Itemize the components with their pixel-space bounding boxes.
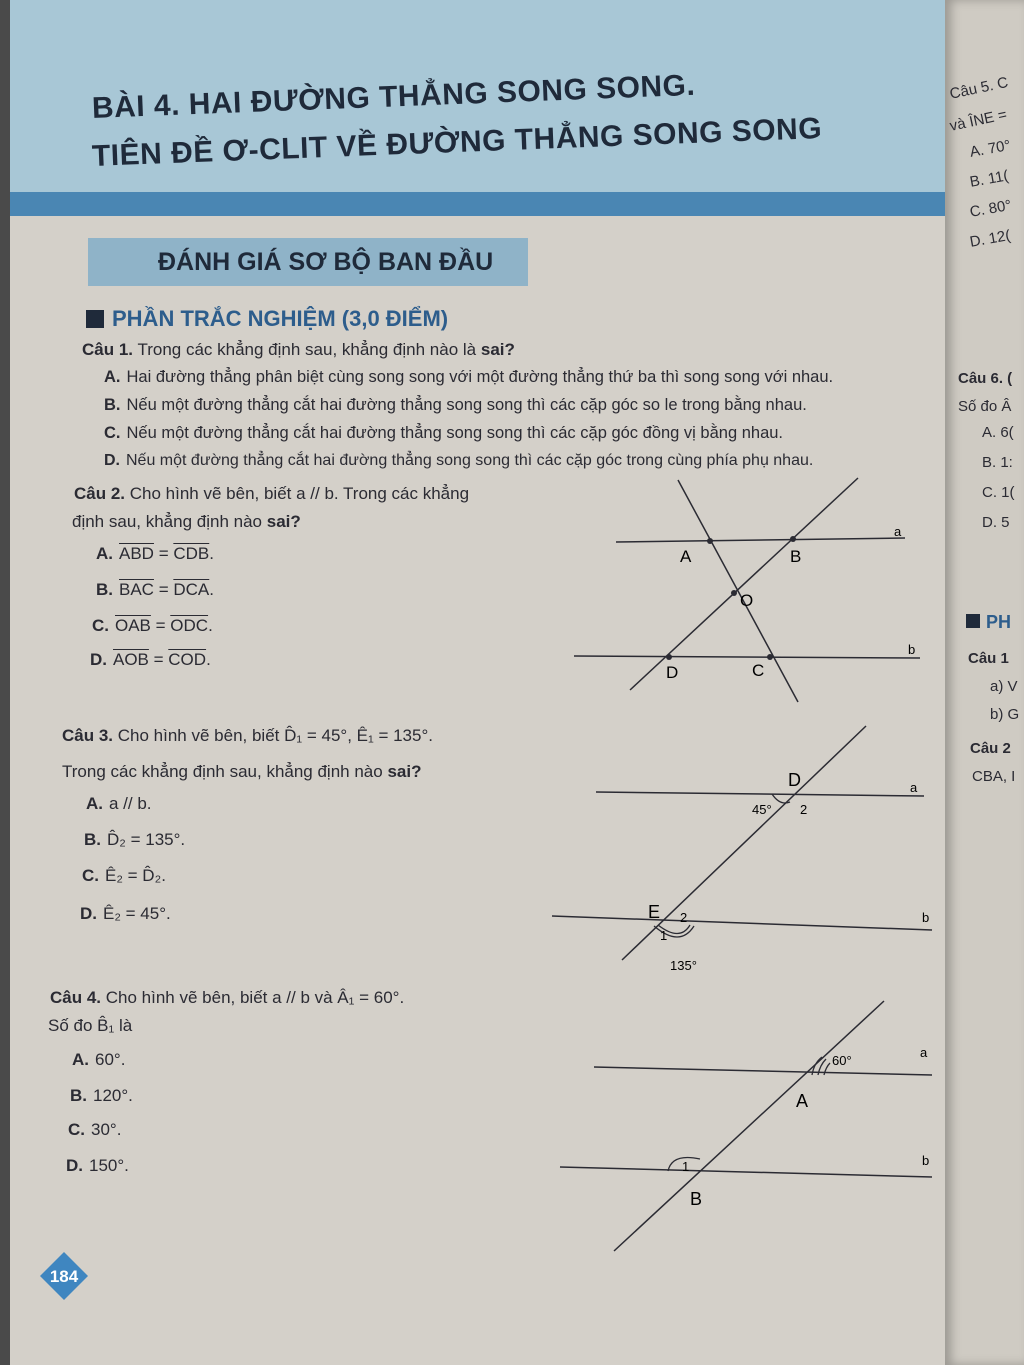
q4-figure bbox=[550, 995, 940, 1255]
page-number-badge bbox=[38, 1250, 90, 1302]
q3-label: Câu 3. bbox=[62, 726, 114, 745]
q2-point-a bbox=[707, 538, 713, 544]
part-heading bbox=[86, 306, 448, 332]
right-q5-text: và ÎNE = bbox=[948, 106, 1009, 135]
q2-stem-line1 bbox=[74, 484, 469, 504]
q4-label-b1: 1 bbox=[682, 1159, 690, 1174]
q3-label-d-angle: 45° bbox=[752, 802, 772, 817]
q4-option-d bbox=[66, 1156, 129, 1176]
q2-option-c-left: $\overline{OAB}$ bbox=[115, 616, 151, 635]
q2-point-b bbox=[790, 536, 796, 542]
q1-option-d-label: D. bbox=[104, 452, 120, 469]
q4-label: Câu 4. bbox=[50, 988, 102, 1007]
q3-option-a bbox=[86, 794, 152, 814]
right-part-heading bbox=[966, 612, 1011, 633]
q4-label-line-a: a bbox=[920, 1045, 928, 1060]
right-q6-option-a: A. 6( bbox=[982, 424, 1014, 441]
q1-option-c-text: Nếu một đường thẳng cắt hai đường thẳng song song thì các cặp góc đồng vị bằng nhau. bbox=[126, 424, 784, 442]
right-q5-option-a: A. 70° bbox=[968, 137, 1012, 161]
q2-option-d-right: $\overline{COD}$ bbox=[168, 650, 207, 669]
right-q5-option-b: B. 11( bbox=[968, 167, 1010, 191]
q3-emph: sai? bbox=[387, 762, 422, 781]
q2-line-a bbox=[616, 538, 905, 542]
q2-option-a-label: A. bbox=[96, 544, 113, 563]
q3-label-d: D bbox=[788, 770, 801, 790]
q2-option-d-label: D. bbox=[90, 650, 107, 669]
q4-option-d-text: 150°. bbox=[89, 1156, 129, 1175]
q2-option-a: A. $\overline{ABD} = \overline{CDB}$. bbox=[96, 544, 214, 563]
q2-label-c: C bbox=[752, 661, 765, 680]
q4-option-d-label: D. bbox=[66, 1156, 83, 1175]
q4-option-a bbox=[72, 1050, 125, 1070]
right-part-heading-text: PH bbox=[986, 612, 1012, 632]
q2-transversal-ac bbox=[678, 480, 798, 702]
q3-option-d bbox=[80, 904, 171, 924]
q4-text-line1: Cho hình vẽ bên, biết a // b và Â₁ = 60°. bbox=[105, 988, 405, 1007]
q1-option-a-text: Hai đường thẳng phân biệt cùng song song với một đường thẳng thứ ba thì song song với nhau. bbox=[126, 368, 834, 386]
right-c1-label: Câu 1 bbox=[968, 650, 1009, 667]
q4-label-line-b: b bbox=[922, 1153, 930, 1168]
q1-emph: sai? bbox=[480, 340, 515, 359]
right-q6-label: Câu 6. ( bbox=[958, 370, 1013, 387]
q4-option-c-label: C. bbox=[68, 1120, 85, 1139]
q4-label-b: B bbox=[690, 1189, 703, 1209]
q2-option-b-label: B. bbox=[96, 580, 113, 599]
part-heading-text: PHẦN TRẮC NGHIỆM (3,0 ĐIỂM) bbox=[112, 306, 449, 331]
q2-point-d bbox=[666, 654, 672, 660]
right-c1-item-a: a) V bbox=[990, 678, 1018, 695]
q3-line-b bbox=[552, 916, 932, 930]
q4-option-b bbox=[70, 1086, 133, 1106]
lesson-title-line1: BÀI 4. HAI ĐƯỜNG THẲNG SONG SONG. bbox=[91, 68, 696, 125]
q2-label-d: D bbox=[666, 663, 679, 682]
q3-text-line2: Trong các khẳng định sau, khẳng định nào bbox=[62, 762, 383, 781]
q1-option-b bbox=[104, 396, 807, 415]
q3-figure bbox=[540, 720, 940, 980]
q1-option-d bbox=[104, 452, 813, 470]
q1-stem bbox=[82, 340, 515, 360]
q2-option-b: B. $\overline{BAC} = \overline{DCA}$. bbox=[96, 580, 214, 599]
right-q5-option-c: C. 80° bbox=[968, 196, 1013, 221]
right-q6-option-c: C. 1( bbox=[982, 484, 1015, 501]
q3-label-e: E bbox=[648, 902, 661, 922]
q3-label-line-b: b bbox=[922, 910, 930, 925]
q1-option-c bbox=[104, 424, 783, 443]
page-number: 184 bbox=[49, 1267, 79, 1286]
q2-option-a-end: . bbox=[209, 544, 214, 563]
right-q6-text: Số đo Â bbox=[958, 398, 1012, 415]
q2-option-b-left: $\overline{BAC}$ bbox=[119, 580, 154, 599]
right-q5-label: Câu 5. C bbox=[948, 73, 1010, 103]
q3-text-line1: Cho hình vẽ bên, biết D̂₁ = 45°, Ê₁ = 135°. bbox=[117, 726, 433, 745]
q2-option-b-end: . bbox=[209, 580, 214, 599]
q2-label-a: A bbox=[680, 547, 692, 566]
q1-text: Trong các khẳng định sau, khẳng định nào là bbox=[137, 340, 477, 359]
q3-option-d-label: D. bbox=[80, 904, 97, 923]
right-c2-label: Câu 2 bbox=[970, 740, 1011, 757]
q2-stem-line2 bbox=[72, 512, 301, 532]
q2-label-line-a: a bbox=[894, 524, 902, 539]
q2-label-line-b: b bbox=[908, 642, 916, 657]
q4-line-b bbox=[560, 1167, 932, 1177]
q3-stem-line2 bbox=[62, 762, 421, 782]
q3-label-e-angle: 135° bbox=[670, 958, 697, 973]
q2-option-d: D. $\overline{AOB} = \overline{COD}$. bbox=[90, 650, 211, 669]
q2-option-b-right: $\overline{DCA}$ bbox=[173, 580, 210, 599]
q2-transversal-bd bbox=[630, 478, 858, 690]
section-banner-text: ĐÁNH GIÁ SƠ BỘ BAN ĐẦU bbox=[158, 248, 494, 276]
q1-option-b-label: B. bbox=[104, 396, 121, 414]
q4-option-a-label: A. bbox=[72, 1050, 89, 1069]
right-q6-option-d: D. 5 bbox=[982, 514, 1010, 531]
q2-option-a-right: $\overline{CDB}$ bbox=[173, 544, 210, 563]
q2-option-c-right: $\overline{ODC}$ bbox=[170, 616, 209, 635]
q4-option-c-text: 30°. bbox=[91, 1120, 122, 1139]
q2-option-d-left: $\overline{AOB}$ bbox=[113, 650, 149, 669]
q4-stem-line2 bbox=[48, 1016, 132, 1036]
q2-point-o bbox=[731, 590, 737, 596]
q4-transversal bbox=[614, 1001, 884, 1251]
q1-option-d-text: Nếu một đường thẳng cắt hai đường thẳng song song thì các cặp góc trong cùng phía phụ nhau. bbox=[126, 452, 814, 469]
q4-label-angle-a: 60° bbox=[832, 1053, 852, 1068]
right-c1-item-b: b) G bbox=[990, 706, 1020, 723]
q2-text-line1: Cho hình vẽ bên, biết a // b. Trong các khẳng bbox=[129, 484, 470, 503]
q3-option-b-label: B. bbox=[84, 830, 101, 849]
q3-line-a bbox=[596, 792, 924, 796]
q2-option-a-left: $\overline{ABD}$ bbox=[119, 544, 154, 563]
q3-label-line-a: a bbox=[910, 780, 918, 795]
q2-option-c-end: . bbox=[208, 616, 213, 635]
q4-option-b-label: B. bbox=[70, 1086, 87, 1105]
q1-label: Câu 1. bbox=[82, 340, 134, 359]
right-c2-text: CBA, I bbox=[972, 768, 1016, 785]
q4-option-a-text: 60°. bbox=[95, 1050, 126, 1069]
q4-line-a bbox=[594, 1067, 932, 1075]
q3-option-b bbox=[84, 830, 185, 850]
q2-text-line2: định sau, khẳng định nào bbox=[72, 512, 262, 531]
q2-point-c bbox=[767, 654, 773, 660]
q4-text-line2: Số đo B̂₁ là bbox=[48, 1016, 133, 1035]
q2-label-o: O bbox=[740, 591, 754, 610]
q2-label-b: B bbox=[790, 547, 802, 566]
q4-option-c bbox=[68, 1120, 121, 1140]
q3-option-b-text: D̂₂ = 135°. bbox=[107, 830, 186, 849]
q3-stem-line1 bbox=[62, 726, 433, 746]
q3-option-c-label: C. bbox=[82, 866, 99, 885]
q2-option-c: C. $\overline{OAB} = \overline{ODC}$. bbox=[92, 616, 213, 635]
lesson-title-line2: TIÊN ĐỀ Ơ-CLIT VỀ ĐƯỜNG THẲNG SONG SONG bbox=[91, 111, 823, 173]
right-q5-option-d: D. 12( bbox=[968, 227, 1012, 251]
square-bullet-icon bbox=[86, 310, 104, 328]
q2-emph: sai? bbox=[266, 512, 301, 531]
q1-option-c-label: C. bbox=[104, 424, 121, 442]
q3-label-e2: 2 bbox=[680, 910, 688, 925]
q3-option-c bbox=[82, 866, 166, 886]
q1-option-b-text: Nếu một đường thẳng cắt hai đường thẳng song song thì các cặp góc so le trong bằng nhau. bbox=[126, 396, 807, 414]
q1-option-a bbox=[104, 368, 833, 387]
q4-label-a: A bbox=[796, 1091, 809, 1111]
q3-label-d2: 2 bbox=[800, 802, 808, 817]
header-stripe bbox=[10, 192, 945, 216]
q4-option-b-text: 120°. bbox=[93, 1086, 133, 1105]
q3-option-a-label: A. bbox=[86, 794, 103, 813]
right-square-bullet-icon bbox=[966, 614, 980, 628]
q1-option-a-label: A. bbox=[104, 368, 121, 386]
q3-label-e1: 1 bbox=[660, 928, 668, 943]
q3-option-c-text: Ê₂ = D̂₂. bbox=[105, 866, 166, 885]
q4-stem-line1 bbox=[50, 988, 404, 1008]
q2-figure bbox=[560, 470, 940, 710]
q2-option-d-end: . bbox=[206, 650, 211, 669]
q3-option-d-text: Ê₂ = 45°. bbox=[103, 904, 171, 923]
q2-label: Câu 2. bbox=[74, 484, 126, 503]
right-q6-option-b: B. 1: bbox=[982, 454, 1013, 471]
q3-option-a-text: a // b. bbox=[109, 794, 152, 813]
q2-line-b bbox=[574, 656, 920, 658]
q2-option-c-label: C. bbox=[92, 616, 109, 635]
